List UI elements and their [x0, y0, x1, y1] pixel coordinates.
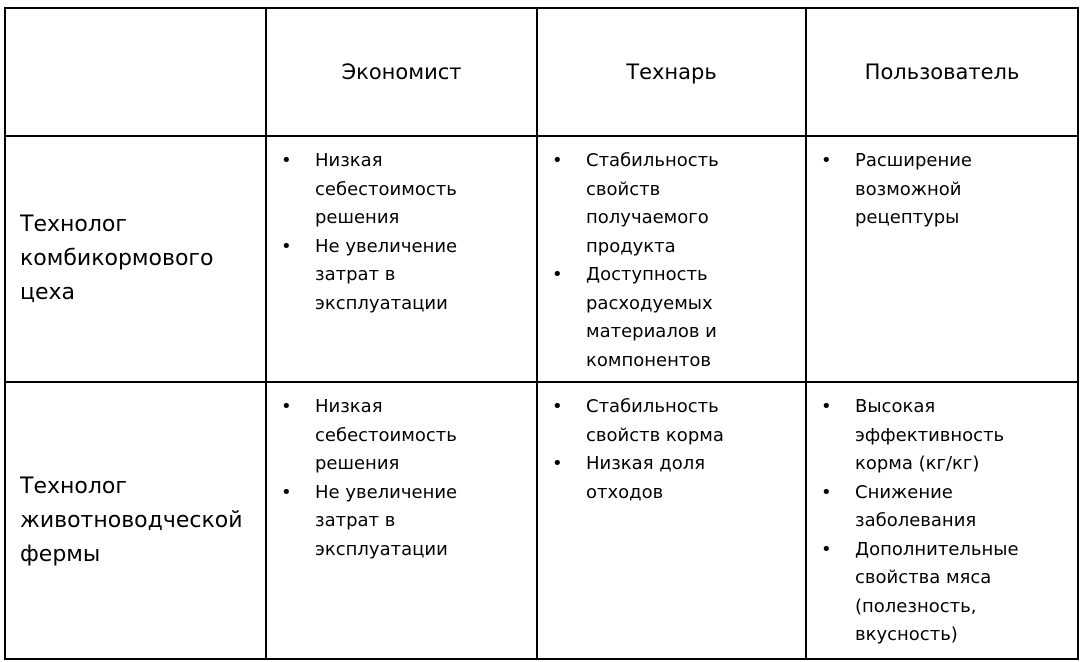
bullet-list — [267, 137, 536, 318]
list-item: • Низкая себестоимость решения — [267, 393, 536, 479]
bullet-icon: • — [281, 235, 292, 257]
table-cell — [806, 382, 1078, 659]
bullet-list — [538, 137, 805, 375]
list-item: • Стабильность свойств получаемого продукта — [538, 147, 805, 261]
table-row — [5, 136, 1078, 382]
table-cell — [266, 382, 537, 659]
list-item: • Не увеличение затрат в эксплуатации — [267, 233, 536, 319]
table-cell — [537, 382, 806, 659]
comparison-table — [4, 7, 1079, 660]
bullet-list — [807, 383, 1077, 650]
bullet-icon: • — [552, 264, 563, 285]
bullet-icon: • — [821, 396, 832, 417]
bullet-icon: • — [821, 150, 832, 171]
bullet-icon: • — [552, 150, 563, 171]
bullet-icon: • — [821, 538, 832, 560]
table-row — [5, 382, 1078, 659]
bullet-icon: • — [281, 396, 292, 417]
list-item: • Стабильность свойств корма — [538, 393, 805, 450]
bullet-list — [807, 137, 1077, 233]
list-item: • Доступность расходуемых материалов и компонентов — [538, 261, 805, 375]
corner-cell — [5, 8, 266, 136]
list-item: • Не увеличение затрат в эксплуатации — [267, 479, 536, 565]
row-header-livestock-farm-technologist: Технолог животноводческой фермы — [5, 382, 266, 659]
column-header-user: Пользователь — [806, 8, 1078, 136]
bullet-list — [538, 383, 805, 507]
table-header-row — [5, 8, 1078, 136]
list-item: • Низкая доля отходов — [538, 450, 805, 507]
table-cell — [537, 136, 806, 382]
list-item: • Дополнительные свойства мяса (полезность, вкусность) — [807, 536, 1077, 650]
list-item: • Снижение заболевания — [807, 479, 1077, 536]
row-header-feed-mill-technologist: Технолог комбикормового цеха — [5, 136, 266, 382]
table-cell — [806, 136, 1078, 382]
bullet-icon: • — [821, 481, 832, 503]
bullet-icon: • — [552, 396, 563, 417]
list-item: • Расширение возможной рецептуры — [807, 147, 1077, 233]
bullet-icon: • — [552, 453, 563, 474]
bullet-icon: • — [281, 150, 292, 171]
bullet-list — [267, 383, 536, 564]
table-cell — [266, 136, 537, 382]
column-header-technician: Технарь — [537, 8, 806, 136]
column-header-economist: Экономист — [266, 8, 537, 136]
list-item: • Низкая себестоимость решения — [267, 147, 536, 233]
list-item: • Высокая эффективность корма (кг/кг) — [807, 393, 1077, 479]
bullet-icon: • — [281, 481, 292, 503]
